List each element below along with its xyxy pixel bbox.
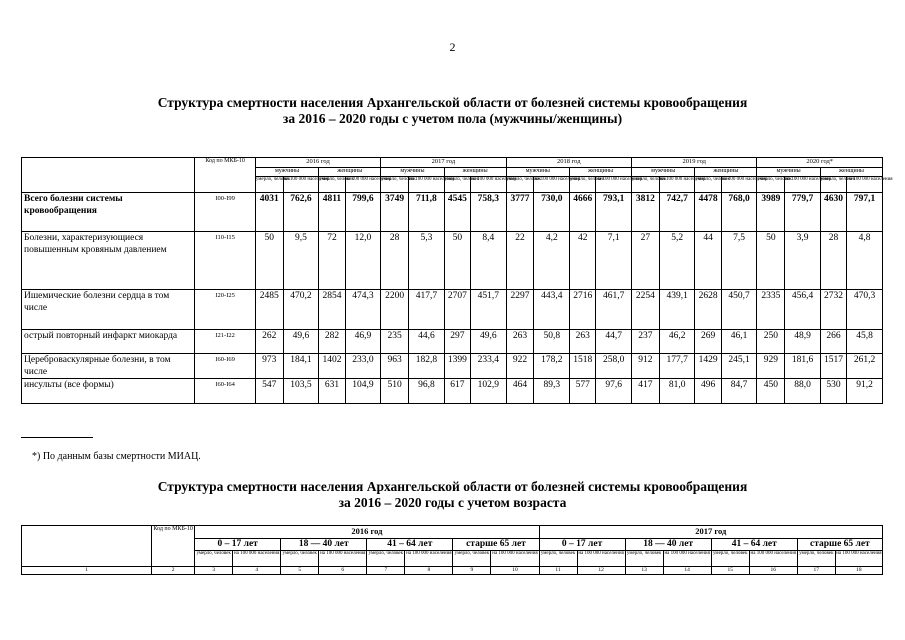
table2-age-header: старше 65 лет	[453, 539, 539, 551]
table1-year-header: 2017 год	[381, 158, 506, 168]
table1-year-header: 2019 год	[632, 158, 757, 168]
value-cell: 9,5	[283, 232, 319, 290]
column-number: 4	[233, 567, 281, 575]
value-cell: 4,8	[847, 232, 883, 290]
value-cell: 758,3	[471, 193, 507, 232]
table-row	[22, 354, 883, 379]
value-cell: 1399	[444, 354, 470, 379]
value-cell: 5,2	[659, 232, 695, 290]
value-cell: 2854	[319, 290, 345, 330]
table2-per100k-header: на 100 000 населения	[319, 551, 367, 567]
column-number: 12	[577, 567, 625, 575]
column-number: 5	[281, 567, 319, 575]
value-cell: 89,3	[534, 379, 570, 404]
value-cell: 4630	[820, 193, 846, 232]
value-cell: 470,2	[283, 290, 319, 330]
value-cell: 1402	[319, 354, 345, 379]
value-cell: 50	[444, 232, 470, 290]
value-cell: 245,1	[721, 354, 757, 379]
table-row	[22, 379, 883, 404]
table-row	[22, 290, 883, 330]
table1-female-header: женщины	[820, 168, 882, 177]
age-mortality-table	[21, 525, 883, 575]
value-cell: 617	[444, 379, 470, 404]
table1-title-line1: Структура смертности населения Архангельской области от болезней системы кровообращения	[157, 95, 748, 110]
value-cell: 250	[757, 330, 785, 354]
table1-died-header: умерло, человек	[820, 177, 846, 193]
table2-title-line1: Структура смертности населения Архангельской области от болезней системы кровообращения	[157, 479, 748, 494]
value-cell: 510	[381, 379, 409, 404]
table2-died-header: умерло, человек	[539, 551, 577, 567]
value-cell: 44,7	[596, 330, 632, 354]
value-cell: 470,3	[847, 290, 883, 330]
value-cell: 44	[695, 232, 721, 290]
value-cell: 28	[381, 232, 409, 290]
value-cell: 912	[632, 354, 660, 379]
table2-age-header: 18 — 40 лет	[625, 539, 711, 551]
table-row	[22, 193, 883, 232]
value-cell: 711,8	[409, 193, 445, 232]
table1-female-header: женщины	[570, 168, 632, 177]
column-number: 8	[405, 567, 453, 575]
icd-code: I21-I22	[195, 330, 255, 354]
value-cell: 96,8	[409, 379, 445, 404]
table1-female-header: женщины	[695, 168, 757, 177]
value-cell: 443,4	[534, 290, 570, 330]
value-cell: 793,1	[596, 193, 632, 232]
value-cell: 102,9	[471, 379, 507, 404]
table1-per100k-header: на 100 000 населения	[409, 177, 445, 193]
value-cell: 28	[820, 232, 846, 290]
table2-age-header: 0 – 17 лет	[195, 539, 281, 551]
icd-code: I60-I69	[195, 354, 255, 379]
table2-header-years	[22, 526, 883, 539]
disease-name: Цереброваскулярные болезни, в том числе	[22, 354, 195, 379]
column-number: 7	[367, 567, 405, 575]
table1-year-header: 2016 год	[255, 158, 380, 168]
value-cell: 2200	[381, 290, 409, 330]
value-cell: 27	[632, 232, 660, 290]
value-cell: 1517	[820, 354, 846, 379]
icd-code: I00-I99	[195, 193, 255, 232]
value-cell: 451,7	[471, 290, 507, 330]
table1-died-header: умерло, человек	[381, 177, 409, 193]
value-cell: 5,3	[409, 232, 445, 290]
value-cell: 72	[319, 232, 345, 290]
value-cell: 263	[506, 330, 534, 354]
table2-died-header: умерло, человек	[625, 551, 663, 567]
value-cell: 50	[255, 232, 283, 290]
table1-corner-cell	[22, 158, 195, 193]
value-cell: 178,2	[534, 354, 570, 379]
column-number: 2	[152, 567, 195, 575]
column-number: 3	[195, 567, 233, 575]
value-cell: 417,7	[409, 290, 445, 330]
table1-male-header: мужчины	[381, 168, 444, 177]
table1-per100k-header: на 100 000 населения	[721, 177, 757, 193]
table2-died-header: умерло, человек	[195, 551, 233, 567]
table2-per100k-header: на 100 000 населения	[405, 551, 453, 567]
value-cell: 181,6	[785, 354, 821, 379]
value-cell: 547	[255, 379, 283, 404]
table2-per100k-header: на 100 000 населения	[233, 551, 281, 567]
table2-code-header: Код по МКБ-10	[152, 526, 195, 567]
value-cell: 2707	[444, 290, 470, 330]
value-cell: 439,1	[659, 290, 695, 330]
table2-died-header: умерло, человек	[367, 551, 405, 567]
value-cell: 3,9	[785, 232, 821, 290]
column-number: 15	[711, 567, 749, 575]
table2-year-header: 2017 год	[539, 526, 882, 539]
value-cell: 104,9	[345, 379, 381, 404]
table2-age-header: 41 – 64 лет	[711, 539, 797, 551]
value-cell: 3812	[632, 193, 660, 232]
value-cell: 81,0	[659, 379, 695, 404]
value-cell: 496	[695, 379, 721, 404]
column-number: 11	[539, 567, 577, 575]
column-number: 13	[625, 567, 663, 575]
value-cell: 450,7	[721, 290, 757, 330]
value-cell: 4545	[444, 193, 470, 232]
value-cell: 262	[255, 330, 283, 354]
table2-per100k-header: на 100 000 населения	[663, 551, 711, 567]
table-row	[22, 330, 883, 354]
table1-per100k-header: на 100 000 населения	[659, 177, 695, 193]
value-cell: 474,3	[345, 290, 381, 330]
value-cell: 263	[570, 330, 596, 354]
table2-age-header: 18 — 40 лет	[281, 539, 367, 551]
column-number: 9	[453, 567, 491, 575]
value-cell: 84,7	[721, 379, 757, 404]
table2-died-header: умерло, человек	[453, 551, 491, 567]
value-cell: 762,6	[283, 193, 319, 232]
value-cell: 417	[632, 379, 660, 404]
value-cell: 450	[757, 379, 785, 404]
value-cell: 799,6	[345, 193, 381, 232]
value-cell: 297	[444, 330, 470, 354]
value-cell: 50,8	[534, 330, 570, 354]
value-cell: 2485	[255, 290, 283, 330]
icd-code: I10-I15	[195, 232, 255, 290]
table1-per100k-header: на 100 000 населения	[471, 177, 507, 193]
value-cell: 2335	[757, 290, 785, 330]
table1-died-header: умерло, человек	[444, 177, 470, 193]
column-number: 1	[22, 567, 152, 575]
table2-per100k-header: на 100 000 населения	[577, 551, 625, 567]
value-cell: 1429	[695, 354, 721, 379]
table1-per100k-header: на 100 000 населения	[847, 177, 883, 193]
value-cell: 4,2	[534, 232, 570, 290]
value-cell: 12,0	[345, 232, 381, 290]
table1-male-header: мужчины	[506, 168, 569, 177]
value-cell: 103,5	[283, 379, 319, 404]
disease-name: острый повторный инфаркт миокарда	[22, 330, 195, 354]
table1-died-header: умерло, человек	[255, 177, 283, 193]
value-cell: 973	[255, 354, 283, 379]
value-cell: 4478	[695, 193, 721, 232]
icd-code: I20-I25	[195, 290, 255, 330]
value-cell: 963	[381, 354, 409, 379]
column-number: 14	[663, 567, 711, 575]
column-number: 6	[319, 567, 367, 575]
disease-name: Ишемические болезни сердца в том числе	[22, 290, 195, 330]
value-cell: 797,1	[847, 193, 883, 232]
value-cell: 730,0	[534, 193, 570, 232]
value-cell: 49,6	[283, 330, 319, 354]
value-cell: 88,0	[785, 379, 821, 404]
value-cell: 2732	[820, 290, 846, 330]
table1-header-years	[22, 158, 883, 168]
table1-female-header: женщины	[444, 168, 506, 177]
value-cell: 282	[319, 330, 345, 354]
value-cell: 269	[695, 330, 721, 354]
value-cell: 577	[570, 379, 596, 404]
disease-name: Всего болезни системы кровообращения	[22, 193, 195, 232]
table2-title-line2: за 2016 – 2020 годы с учетом возраста	[338, 495, 567, 510]
value-cell: 3989	[757, 193, 785, 232]
disease-name: инсульты (все формы)	[22, 379, 195, 404]
value-cell: 233,4	[471, 354, 507, 379]
value-cell: 461,7	[596, 290, 632, 330]
value-cell: 929	[757, 354, 785, 379]
value-cell: 3777	[506, 193, 534, 232]
table2-corner-cell	[22, 526, 152, 567]
value-cell: 258,0	[596, 354, 632, 379]
value-cell: 2254	[632, 290, 660, 330]
value-cell: 779,7	[785, 193, 821, 232]
table1-male-header: мужчины	[255, 168, 318, 177]
table1-per100k-header: на 100 000 населения	[283, 177, 319, 193]
value-cell: 22	[506, 232, 534, 290]
table1-died-header: умерло, человек	[757, 177, 785, 193]
value-cell: 50	[757, 232, 785, 290]
value-cell: 7,5	[721, 232, 757, 290]
value-cell: 631	[319, 379, 345, 404]
value-cell: 2628	[695, 290, 721, 330]
column-number: 16	[749, 567, 797, 575]
table2-died-header: умерло, человек	[797, 551, 835, 567]
table2-per100k-header: на 100 000 населения	[835, 551, 882, 567]
value-cell: 91,2	[847, 379, 883, 404]
table2-age-header: 41 – 64 лет	[367, 539, 453, 551]
table1-died-header: умерло, человек	[632, 177, 660, 193]
value-cell: 4811	[319, 193, 345, 232]
value-cell: 177,7	[659, 354, 695, 379]
column-number: 17	[797, 567, 835, 575]
table1-per100k-header: на 100 000 населения	[596, 177, 632, 193]
value-cell: 742,7	[659, 193, 695, 232]
value-cell: 7,1	[596, 232, 632, 290]
page-number: 2	[449, 40, 456, 54]
value-cell: 4666	[570, 193, 596, 232]
value-cell: 42	[570, 232, 596, 290]
value-cell: 768,0	[721, 193, 757, 232]
value-cell: 2297	[506, 290, 534, 330]
table2-column-numbers	[22, 567, 883, 575]
table2-age-header: старше 65 лет	[797, 539, 882, 551]
table2-died-header: умерло, человек	[711, 551, 749, 567]
value-cell: 456,4	[785, 290, 821, 330]
table2-year-header: 2016 год	[195, 526, 539, 539]
table2-per100k-header: на 100 000 населения	[749, 551, 797, 567]
table1-male-header: мужчины	[757, 168, 820, 177]
value-cell: 2716	[570, 290, 596, 330]
table1-year-header: 2020 год*	[757, 158, 883, 168]
value-cell: 44,6	[409, 330, 445, 354]
table2-title	[0, 479, 905, 511]
column-number: 18	[835, 567, 882, 575]
table1-per100k-header: на 100 000 населения	[345, 177, 381, 193]
value-cell: 49,6	[471, 330, 507, 354]
value-cell: 261,2	[847, 354, 883, 379]
value-cell: 464	[506, 379, 534, 404]
value-cell: 184,1	[283, 354, 319, 379]
value-cell: 235	[381, 330, 409, 354]
icd-code: I60-I64	[195, 379, 255, 404]
value-cell: 46,9	[345, 330, 381, 354]
column-number: 10	[491, 567, 539, 575]
value-cell: 922	[506, 354, 534, 379]
value-cell: 530	[820, 379, 846, 404]
table1-died-header: умерло, человек	[570, 177, 596, 193]
value-cell: 266	[820, 330, 846, 354]
value-cell: 97,6	[596, 379, 632, 404]
table1-title-line2: за 2016 – 2020 годы с учетом пола (мужчины/женщины)	[282, 111, 623, 126]
value-cell: 4031	[255, 193, 283, 232]
table1-year-header: 2018 год	[506, 158, 631, 168]
footnote: *) По данным базы смертности МИАЦ.	[32, 451, 201, 462]
table1-died-header: умерло, человек	[319, 177, 345, 193]
table2-died-header: умерло, человек	[281, 551, 319, 567]
table1-per100k-header: на 100 000 населения	[534, 177, 570, 193]
value-cell: 46,2	[659, 330, 695, 354]
gender-mortality-table	[21, 157, 893, 404]
table1-died-header: умерло, человек	[695, 177, 721, 193]
footnote-separator	[21, 437, 93, 438]
value-cell: 233,0	[345, 354, 381, 379]
table1-male-header: мужчины	[632, 168, 695, 177]
table-row	[22, 232, 883, 290]
disease-name: Болезни, характеризующиеся повышенным кровяным давлением	[22, 232, 195, 290]
table1-female-header: женщины	[319, 168, 381, 177]
value-cell: 8,4	[471, 232, 507, 290]
table1-code-header: Код по МКБ-10	[195, 158, 255, 193]
table2-per100k-header: на 100 000 населения	[491, 551, 539, 567]
value-cell: 48,9	[785, 330, 821, 354]
table1-title	[0, 95, 905, 127]
table1-died-header: умерло, человек	[506, 177, 534, 193]
table1-per100k-header: на 100 000 населения	[785, 177, 821, 193]
value-cell: 46,1	[721, 330, 757, 354]
value-cell: 237	[632, 330, 660, 354]
value-cell: 182,8	[409, 354, 445, 379]
value-cell: 3749	[381, 193, 409, 232]
value-cell: 45,8	[847, 330, 883, 354]
table2-age-header: 0 – 17 лет	[539, 539, 625, 551]
value-cell: 1518	[570, 354, 596, 379]
